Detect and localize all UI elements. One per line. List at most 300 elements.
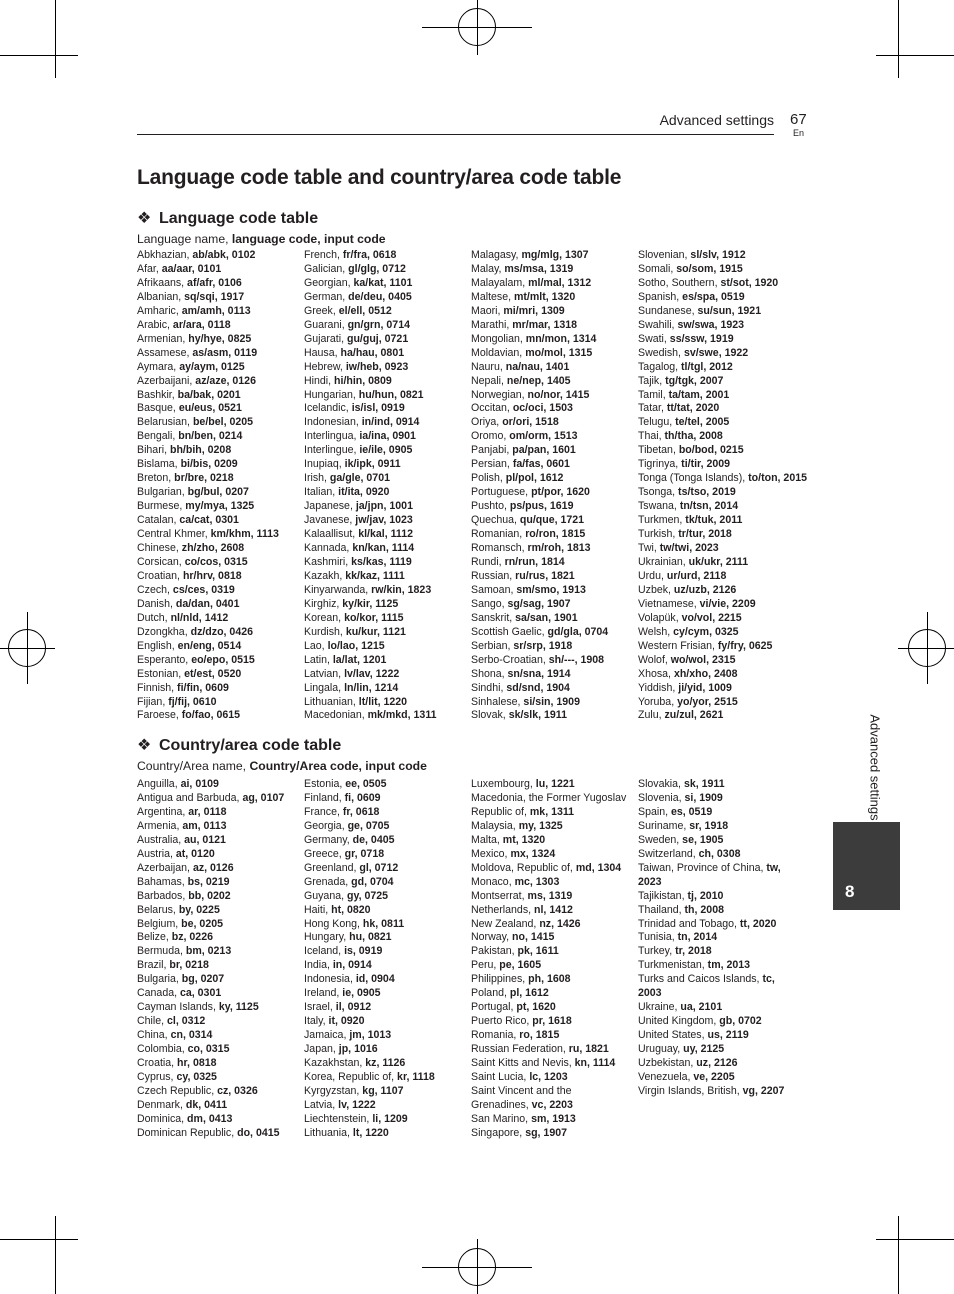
entry-code: br, 0218: [169, 959, 209, 972]
entry-name: Tajikistan,: [638, 889, 688, 902]
crop-mark: [898, 1216, 899, 1294]
entry-code: da/dan, 0401: [175, 597, 240, 610]
list-item: [471, 444, 639, 458]
list-item: [137, 1085, 305, 1099]
entry-code: dm, 0413: [187, 1112, 233, 1125]
list-item: [304, 904, 472, 918]
list-item: [638, 1029, 798, 1043]
list-item: [137, 778, 305, 792]
list-item: [137, 834, 305, 848]
entry-code: fy/fry, 0625: [717, 639, 773, 652]
list-item: [471, 249, 639, 263]
entry-name: Burmese,: [137, 500, 186, 513]
entry-name: Pushto,: [471, 500, 510, 513]
entry-code: tm, 2013: [707, 959, 751, 972]
entry-name: Slovenia,: [638, 791, 685, 804]
entry-name: Puerto Rico,: [471, 1015, 533, 1028]
entry-name: Belarusian,: [137, 416, 193, 429]
entry-name: Zulu,: [638, 709, 665, 722]
list-item: [638, 514, 813, 528]
list-item: [137, 1071, 305, 1085]
entry-name: Finnish,: [137, 681, 178, 694]
language-column-1: [137, 249, 305, 723]
language-table-subheading: [137, 232, 386, 246]
entry-code: tt, 2020: [739, 917, 777, 930]
entry-code: or/ori, 1518: [502, 416, 559, 429]
entry-code: no/nor, 1415: [527, 388, 590, 401]
list-item: [137, 291, 305, 305]
entry-name: Norway,: [471, 931, 513, 944]
entry-name: Denmark,: [137, 1098, 186, 1111]
entry-code: cz, 0326: [217, 1084, 258, 1097]
list-item: [471, 500, 639, 514]
entry-name: Nepali,: [471, 374, 507, 387]
entry-name: Ukraine,: [638, 1001, 681, 1014]
entry-code: pl, 1612: [509, 987, 549, 1000]
entry-name: Brazil,: [137, 959, 170, 972]
entry-code: sw/swa, 1923: [677, 318, 745, 331]
entry-name: Kurdish,: [304, 625, 346, 638]
list-item: [137, 973, 305, 987]
list-item: [137, 319, 305, 333]
entry-name: Pakistan,: [471, 945, 518, 958]
entry-code: oc/oci, 1503: [512, 402, 573, 415]
list-item: [638, 806, 798, 820]
entry-name: Greece,: [304, 847, 345, 860]
entry-name: Venezuela,: [638, 1071, 694, 1084]
list-item: [638, 709, 813, 723]
entry-code: zu/zul, 2621: [664, 709, 724, 722]
entry-code: az, 0126: [192, 861, 234, 874]
entry-name: Fijian,: [137, 695, 169, 708]
list-item: [471, 416, 639, 430]
crop-mark: [0, 1239, 78, 1240]
entry-name: Grenada,: [304, 875, 352, 888]
entry-name: Slovak,: [471, 709, 509, 722]
entry-name: Macedonian,: [304, 709, 368, 722]
entry-name: Thai,: [638, 430, 665, 443]
entry-name: Suriname,: [638, 819, 690, 832]
entry-code: en/eng, 0514: [177, 639, 242, 652]
entry-name: Czech,: [137, 583, 173, 596]
entry-name: Montserrat,: [471, 889, 528, 902]
entry-code: lu, 1221: [535, 778, 575, 790]
entry-code: mx, 1324: [510, 847, 556, 860]
entry-code: hy/hye, 0825: [188, 332, 252, 345]
entry-name: Tswana,: [638, 500, 680, 513]
entry-code: kg, 1107: [362, 1084, 404, 1097]
list-item: [638, 598, 813, 612]
entry-code: ky/kir, 1125: [342, 597, 399, 610]
entry-name: Switzerland,: [638, 847, 699, 860]
entry-code: gd, 0704: [351, 875, 394, 888]
entry-code: de, 0405: [352, 833, 395, 846]
entry-name: Belarus,: [137, 903, 179, 916]
entry-code: eo/epo, 0515: [191, 653, 255, 666]
entry-code: my, 1325: [518, 819, 563, 832]
entry-code: vi/vie, 2209: [699, 597, 756, 610]
entry-name: Scottish Gaelic,: [471, 625, 548, 638]
list-item: [304, 598, 472, 612]
list-item: [304, 430, 472, 444]
list-item: [304, 1113, 472, 1127]
entry-code: rn/run, 1814: [504, 555, 565, 568]
list-item: [471, 904, 631, 918]
list-item: [471, 305, 639, 319]
entry-name: Tagalog,: [638, 360, 681, 373]
list-item: [137, 416, 305, 430]
language-section-title-text: Language code table: [159, 210, 319, 227]
crop-mark: [898, 0, 899, 78]
entry-code: bo/bod, 0215: [678, 444, 744, 457]
entry-name: Serbian,: [471, 639, 514, 652]
entry-name: Yiddish,: [638, 681, 679, 694]
entry-name: Haiti,: [304, 903, 332, 916]
entry-code: my/mya, 1325: [185, 500, 255, 513]
entry-code: mt, 1320: [502, 833, 546, 846]
entry-code: si/sin, 1909: [523, 695, 580, 708]
country-column-2: [304, 778, 472, 1141]
entry-name: Monaco,: [471, 875, 515, 888]
list-item: [471, 682, 639, 696]
entry-code: ba/bak, 0201: [177, 388, 241, 401]
list-item: [471, 792, 631, 820]
list-item: [471, 556, 639, 570]
entry-code: hr/hrv, 0818: [182, 569, 242, 582]
list-item: [137, 486, 305, 500]
list-item: [304, 1127, 472, 1141]
list-item: [638, 1001, 798, 1015]
entry-code: pl/pol, 1612: [505, 472, 564, 485]
list-item: [304, 542, 472, 556]
entry-code: ta/tam, 2001: [668, 388, 730, 401]
language-section-title: [137, 208, 318, 228]
list-item: [304, 416, 472, 430]
entry-name: Japanese,: [304, 500, 356, 513]
entry-name: Esperanto,: [137, 653, 192, 666]
list-item: [304, 654, 472, 668]
entry-code: ca/cat, 0301: [179, 514, 239, 527]
entry-code: li, 1209: [372, 1112, 408, 1125]
entry-code: jp, 1016: [338, 1043, 378, 1056]
entry-name: Swati,: [638, 332, 670, 345]
entry-code: cy, 0325: [176, 1071, 217, 1084]
list-item: [137, 792, 305, 806]
list-item: [304, 291, 472, 305]
entry-name: Western Frisian,: [638, 639, 718, 652]
entry-code: gr, 0718: [344, 847, 385, 860]
entry-code: mk, 1311: [529, 805, 575, 818]
entry-name: Sanskrit,: [471, 611, 516, 624]
list-item: [304, 584, 472, 598]
list-item: [137, 945, 305, 959]
entry-code: fi, 0609: [344, 791, 381, 804]
entry-code: co, 0315: [187, 1043, 230, 1056]
entry-code: lt/lit, 1220: [358, 695, 408, 708]
entry-name: Kazakhstan,: [304, 1057, 366, 1070]
list-item: [638, 682, 813, 696]
entry-code: am/amh, 0113: [181, 304, 251, 317]
entry-name: Marathi,: [471, 318, 513, 331]
list-item: [471, 668, 639, 682]
entry-name: Bulgarian,: [137, 486, 188, 499]
list-item: [137, 458, 305, 472]
entry-name: Italy,: [304, 1015, 329, 1028]
entry-code: tn/tsn, 2014: [679, 500, 739, 513]
entry-name: Luxembourg,: [471, 778, 536, 790]
list-item: [137, 1001, 305, 1015]
entry-name: Tigrinya,: [638, 458, 682, 471]
entry-name: Uzbek,: [638, 583, 674, 596]
entry-code: br/bre, 0218: [174, 472, 234, 485]
entry-code: ve, 2205: [693, 1071, 735, 1084]
list-item: [304, 305, 472, 319]
entry-name: Sinhalese,: [471, 695, 524, 708]
entry-code: tr, 2018: [675, 945, 712, 958]
entry-code: el/ell, 0512: [338, 304, 392, 317]
header-section-name: Advanced settings: [659, 112, 774, 128]
subheading-code: language code, input code: [231, 232, 386, 246]
entry-code: ru, 1821: [568, 1043, 609, 1056]
entry-name: Germany,: [304, 833, 353, 846]
entry-code: kl/kal, 1112: [358, 528, 413, 541]
list-item: [137, 682, 305, 696]
entry-name: Bihari,: [137, 444, 170, 457]
entry-code: et/est, 0520: [184, 667, 242, 680]
entry-name: Georgian,: [304, 276, 354, 289]
list-item: [137, 862, 305, 876]
list-item: [304, 709, 472, 723]
list-item: [471, 696, 639, 710]
entry-code: sm, 1913: [531, 1112, 576, 1125]
entry-name: Xhosa,: [638, 667, 674, 680]
entry-code: ka/kat, 1101: [353, 276, 413, 289]
entry-code: ia/ina, 0901: [359, 430, 416, 443]
entry-name: Korean,: [304, 611, 345, 624]
entry-code: nz, 1426: [539, 917, 581, 930]
list-item: [638, 696, 813, 710]
entry-code: be/bel, 0205: [192, 416, 254, 429]
entry-code: jw/jav, 1023: [355, 514, 413, 527]
entry-code: tt/tat, 2020: [666, 402, 720, 415]
list-item: [304, 931, 472, 945]
entry-name: Liechtenstein,: [304, 1112, 373, 1125]
entry-name: Bermuda,: [137, 945, 186, 958]
entry-code: ml/mal, 1312: [528, 276, 592, 289]
entry-code: ca, 0301: [180, 987, 222, 1000]
country-column-4: [638, 778, 798, 1099]
list-item: [304, 1057, 472, 1071]
entry-code: ay/aym, 0125: [179, 360, 245, 373]
list-item: [638, 570, 813, 584]
subheading-code: Country/Area code, input code: [249, 759, 427, 773]
entry-code: kk/kaz, 1111: [345, 569, 405, 582]
entry-name: Cyprus,: [137, 1071, 177, 1084]
list-item: [471, 1071, 631, 1085]
entry-name: Nauru,: [471, 360, 506, 373]
entry-code: mo/mol, 1315: [525, 346, 593, 359]
entry-name: Malagasy,: [471, 249, 522, 261]
entry-name: Virgin Islands, British,: [638, 1084, 743, 1097]
list-item: [137, 890, 305, 904]
entry-code: jm, 1013: [349, 1029, 392, 1042]
list-item: [471, 834, 631, 848]
entry-name: Dutch,: [137, 611, 171, 624]
language-column-3: [471, 249, 639, 723]
entry-name: Vietnamese,: [638, 597, 700, 610]
entry-name: Rundi,: [471, 555, 505, 568]
entry-code: rw/kin, 1823: [371, 583, 432, 596]
list-item: [638, 263, 813, 277]
list-item: [304, 514, 472, 528]
list-item: [638, 862, 798, 890]
entry-name: Assamese,: [137, 346, 193, 359]
entry-code: dz/dzo, 0426: [190, 625, 253, 638]
list-item: [638, 416, 813, 430]
entry-name: India,: [304, 959, 333, 972]
entry-name: Kalaallisut,: [304, 528, 359, 541]
list-item: [471, 876, 631, 890]
list-item: [137, 333, 305, 347]
entry-code: tw/twi, 2023: [659, 542, 719, 555]
entry-code: fi/fin, 0609: [177, 681, 229, 694]
list-item: [137, 347, 305, 361]
list-item: [638, 1043, 798, 1057]
entry-code: so/som, 1915: [676, 262, 743, 275]
entry-name: Twi,: [638, 542, 660, 555]
entry-name: Thailand,: [638, 903, 685, 916]
entry-name: Hebrew,: [304, 360, 346, 373]
entry-name: Australia,: [137, 833, 185, 846]
entry-name: Estonia,: [304, 778, 346, 790]
list-item: [638, 375, 813, 389]
entry-name: Netherlands,: [471, 903, 535, 916]
entry-code: bg, 0207: [181, 973, 225, 986]
list-item: [304, 402, 472, 416]
language-column-2: [304, 249, 472, 723]
entry-name: Tibetan,: [638, 444, 679, 457]
entry-name: Dominican Republic,: [137, 1126, 238, 1139]
entry-code: ti/tir, 2009: [681, 458, 731, 471]
entry-name: Sotho, Southern,: [638, 276, 721, 289]
list-item: [471, 654, 639, 668]
entry-code: be, 0205: [181, 917, 223, 930]
entry-name: Afar,: [137, 262, 162, 275]
entry-name: Bahamas,: [137, 875, 188, 888]
list-item: [304, 333, 472, 347]
list-item: [137, 820, 305, 834]
entry-code: ai, 0109: [180, 778, 219, 790]
list-item: [304, 848, 472, 862]
entry-name: Catalan,: [137, 514, 180, 527]
entry-name: Quechua,: [471, 514, 520, 527]
entry-name: Saint Kitts and Nevis,: [471, 1057, 575, 1070]
entry-name: Inupiaq,: [304, 458, 345, 471]
entry-name: Cayman Islands,: [137, 1001, 219, 1014]
list-item: [137, 876, 305, 890]
entry-code: tj, 2010: [687, 889, 724, 902]
entry-code: hu/hun, 0821: [358, 388, 424, 401]
entry-name: Basque,: [137, 402, 179, 415]
entry-code: ro/ron, 1815: [525, 528, 586, 541]
list-item: [304, 987, 472, 1001]
entry-code: ee, 0505: [345, 778, 387, 790]
list-item: [304, 1085, 472, 1099]
list-item: [638, 654, 813, 668]
entry-name: Tamil,: [638, 388, 669, 401]
entry-name: Oromo,: [471, 430, 510, 443]
list-item: [304, 263, 472, 277]
list-item: [137, 1099, 305, 1113]
entry-name: Maori,: [471, 304, 504, 317]
list-item: [638, 472, 813, 486]
country-table-subheading: [137, 759, 427, 773]
entry-code: lt, 1220: [352, 1126, 389, 1139]
entry-name: Sweden,: [638, 833, 683, 846]
entry-code: yo/yor, 2515: [677, 695, 738, 708]
list-item: [137, 1015, 305, 1029]
entry-name: Bengali,: [137, 430, 179, 443]
entry-name: Swahili,: [638, 318, 678, 331]
entry-name: Samoan,: [471, 583, 517, 596]
entry-code: as/asm, 0119: [192, 346, 258, 359]
list-item: [638, 834, 798, 848]
entry-code: hr, 0818: [177, 1057, 217, 1070]
entry-name: Dominica,: [137, 1112, 188, 1125]
entry-name: Lithuanian,: [304, 695, 359, 708]
entry-name: Persian,: [471, 458, 513, 471]
entry-name: Portuguese,: [471, 486, 532, 499]
entry-code: vo/vol, 2215: [681, 611, 742, 624]
list-item: [471, 848, 631, 862]
entry-name: China,: [137, 1029, 171, 1042]
entry-name: Tunisia,: [638, 931, 678, 944]
crop-mark: [55, 1216, 56, 1294]
list-item: [638, 389, 813, 403]
entry-code: bz, 0226: [171, 931, 213, 944]
entry-name: Yoruba,: [638, 695, 678, 708]
header-rule: [137, 134, 774, 135]
entry-name: Kyrgyzstan,: [304, 1084, 363, 1097]
entry-name: New Zealand,: [471, 917, 540, 930]
entry-code: nl/nld, 1412: [170, 611, 229, 624]
entry-name: Sundanese,: [638, 304, 698, 317]
entry-code: pk, 1611: [517, 945, 559, 958]
entry-name: Arabic,: [137, 318, 173, 331]
list-item: [471, 862, 631, 876]
entry-name: Kazakh,: [304, 569, 346, 582]
list-item: [471, 820, 631, 834]
entry-code: cs/ces, 0319: [172, 583, 235, 596]
entry-code: tk/tuk, 2011: [685, 514, 743, 527]
list-item: [304, 1015, 472, 1029]
entry-code: bg/bul, 0207: [187, 486, 249, 499]
entry-code: ro, 1815: [519, 1029, 560, 1042]
entry-name: German,: [304, 290, 349, 303]
entry-name: Tatar,: [638, 402, 667, 415]
entry-name: Tonga (Tonga Islands),: [638, 472, 749, 485]
entry-name: Serbo-Croatian,: [471, 653, 549, 666]
list-item: [638, 486, 813, 500]
entry-name: Japan,: [304, 1043, 339, 1056]
list-item: [304, 682, 472, 696]
entry-name: Panjabi,: [471, 444, 513, 457]
entry-name: Malta,: [471, 833, 503, 846]
list-item: [638, 945, 798, 959]
country-column-3: [471, 778, 631, 1141]
entry-name: Lao,: [304, 639, 328, 652]
list-item: [304, 778, 472, 792]
